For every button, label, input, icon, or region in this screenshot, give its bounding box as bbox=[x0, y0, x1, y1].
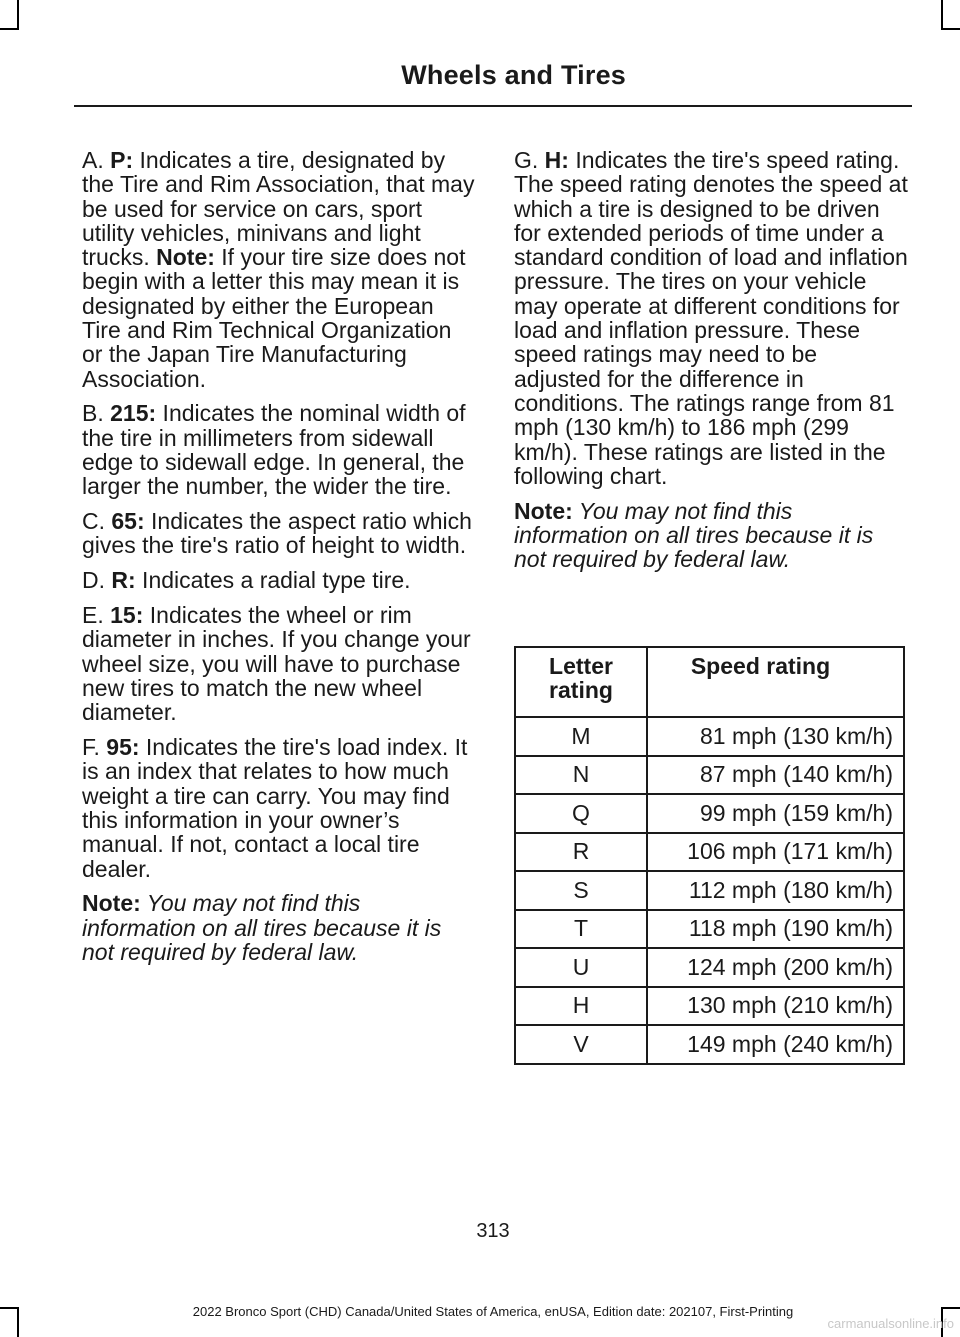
letter-cell: U bbox=[515, 948, 647, 987]
speed-cell: 149 mph (240 km/h) bbox=[647, 1025, 904, 1064]
table-row bbox=[515, 794, 904, 833]
crop-mark-top-right-h bbox=[941, 28, 960, 30]
letter-cell: S bbox=[515, 871, 647, 910]
tire-code-item-d: D. R: Indicates a radial type tire. bbox=[82, 567, 411, 594]
letter-cell: Q bbox=[515, 794, 647, 833]
table-row bbox=[515, 1025, 904, 1064]
header-speed-rating: Speed rating bbox=[647, 647, 904, 717]
speed-cell: 99 mph (159 km/h) bbox=[647, 794, 904, 833]
page-title: Wheels and Tires bbox=[401, 60, 626, 90]
tire-code-item-b: B. 215: Indicates the nominal width of the tire in millimeters from sidewall edge to sidewall edge. In general, the larger the number, the wider the tire. bbox=[82, 400, 466, 500]
tire-code-item-a: A. P: Indicates a tire, designated by the Tire and Rim Association, that may be used for service on cars, sport utility vehicles, minivans and light trucks. Note: If your tire size does not begin with a letter this may mean it is designated by either the European Tire and Rim Technical Organization or the Japan Tire Manufacturing Association. bbox=[82, 147, 475, 392]
letter-cell: N bbox=[515, 756, 647, 795]
left-column bbox=[82, 148, 476, 975]
table-row bbox=[515, 833, 904, 872]
tire-code-item-c: C. 65: Indicates the aspect ratio which gives the tire's ratio of height to width. bbox=[82, 508, 472, 559]
crop-mark-top-left-h bbox=[0, 28, 19, 30]
tire-code-item-e: E. 15: Indicates the wheel or rim diameter in inches. If you change your wheel size, you will have to purchase new tires to match the new wheel diameter. bbox=[82, 602, 471, 726]
speed-cell: 106 mph (171 km/h) bbox=[647, 833, 904, 872]
edition-footer: 2022 Bronco Sport (CHD) Canada/United States of America, enUSA, Edition date: 202107, First-Printing bbox=[192, 1304, 794, 1319]
right-note: Note: You may not find this information on all tires because it is not required by federal law. bbox=[514, 497, 874, 573]
table-row bbox=[515, 910, 904, 949]
table-row bbox=[515, 756, 904, 795]
letter-cell: R bbox=[515, 833, 647, 872]
crop-mark-top-right-v bbox=[941, 0, 943, 30]
speed-cell: 87 mph (140 km/h) bbox=[647, 756, 904, 795]
table-row bbox=[515, 871, 904, 910]
crop-mark-top-left-v bbox=[17, 0, 19, 30]
header-divider bbox=[74, 105, 912, 107]
speed-cell: 130 mph (210 km/h) bbox=[647, 987, 904, 1026]
speed-cell: 118 mph (190 km/h) bbox=[647, 910, 904, 949]
table-row bbox=[515, 987, 904, 1026]
table-row bbox=[515, 717, 904, 756]
letter-cell: H bbox=[515, 987, 647, 1026]
letter-cell: V bbox=[515, 1025, 647, 1064]
table-header-row bbox=[515, 647, 904, 717]
watermark: carmanualsonline.info bbox=[827, 1316, 954, 1331]
speed-rating-table bbox=[514, 646, 905, 1065]
page-number: 313 bbox=[476, 1220, 510, 1242]
table-row bbox=[515, 948, 904, 987]
right-column bbox=[514, 148, 908, 582]
left-note: Note: You may not find this information on all tires because it is not required by federal law. bbox=[82, 890, 442, 965]
header-letter-rating: Letter rating bbox=[515, 647, 647, 717]
speed-cell: 81 mph (130 km/h) bbox=[647, 717, 904, 756]
tire-code-item-f: F. 95: Indicates the tire's load index. It is an index that relates to how much weight a tire can carry. You may find this information in your owner’s manual. If not, contact a local tire dealer. bbox=[82, 734, 468, 882]
speed-cell: 124 mph (200 km/h) bbox=[647, 948, 904, 987]
speed-cell: 112 mph (180 km/h) bbox=[647, 871, 904, 910]
tire-code-item-g: G. H: Indicates the tire's speed rating. The speed rating denotes the speed at which a tire is designed to be driven for extended periods of time under a standard condition of load and inflation pressure. The tires on your vehicle may operate at different conditions for load and inflation pressure. These speed ratings may need to be adjusted for the difference in conditions. The ratings range from 81 mph (130 km/h) to 186 mph (299 km/h). These ratings are listed in the following chart. bbox=[514, 147, 908, 489]
letter-cell: T bbox=[515, 910, 647, 949]
letter-cell: M bbox=[515, 717, 647, 756]
